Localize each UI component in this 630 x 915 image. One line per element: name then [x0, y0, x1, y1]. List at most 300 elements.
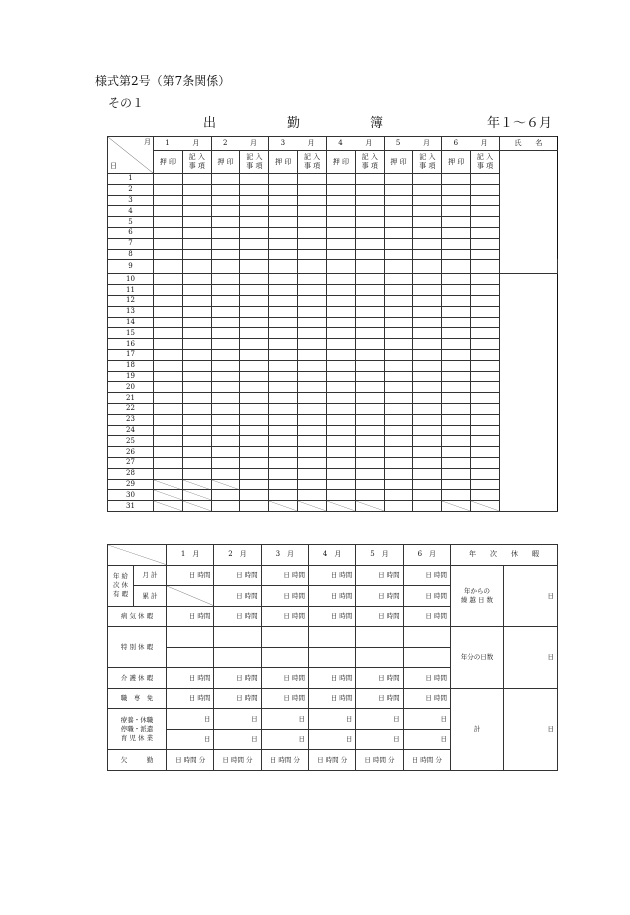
entry-cell[interactable]	[471, 217, 500, 228]
entry-cell[interactable]	[413, 436, 442, 447]
seal-cell[interactable]	[326, 468, 355, 479]
entry-cell[interactable]	[471, 382, 500, 393]
entry-cell[interactable]	[240, 425, 269, 436]
entry-cell[interactable]	[355, 260, 384, 274]
entry-cell[interactable]	[413, 260, 442, 274]
seal-cell[interactable]	[442, 457, 471, 468]
seal-cell[interactable]	[442, 393, 471, 404]
entry-cell[interactable]	[355, 371, 384, 382]
entry-cell[interactable]	[240, 382, 269, 393]
entry-cell[interactable]	[298, 217, 327, 228]
entry-cell[interactable]	[182, 249, 211, 260]
seal-cell[interactable]	[154, 371, 183, 382]
seal-cell[interactable]	[384, 306, 413, 317]
seal-cell[interactable]	[154, 328, 183, 339]
seal-cell[interactable]	[211, 328, 240, 339]
entry-cell[interactable]	[240, 295, 269, 306]
entry-cell[interactable]	[355, 425, 384, 436]
seal-cell[interactable]	[384, 349, 413, 360]
entry-cell[interactable]	[413, 328, 442, 339]
seal-cell[interactable]	[442, 174, 471, 185]
entry-cell[interactable]	[413, 184, 442, 195]
seal-cell[interactable]	[326, 457, 355, 468]
entry-cell[interactable]	[355, 457, 384, 468]
entry-cell[interactable]	[298, 468, 327, 479]
entry-cell[interactable]	[182, 274, 211, 285]
entry-cell[interactable]	[240, 195, 269, 206]
seal-cell[interactable]	[154, 206, 183, 217]
seal-cell[interactable]	[211, 317, 240, 328]
entry-cell[interactable]	[355, 295, 384, 306]
entry-cell[interactable]	[471, 206, 500, 217]
seal-cell[interactable]	[269, 436, 298, 447]
entry-cell[interactable]	[413, 195, 442, 206]
seal-cell[interactable]	[326, 425, 355, 436]
seal-cell[interactable]	[326, 360, 355, 371]
entry-cell[interactable]	[413, 501, 442, 512]
entry-cell[interactable]	[298, 382, 327, 393]
seal-cell[interactable]	[326, 414, 355, 425]
seal-cell[interactable]	[211, 371, 240, 382]
seal-cell[interactable]	[154, 447, 183, 458]
entry-cell[interactable]	[471, 260, 500, 274]
entry-cell[interactable]	[240, 501, 269, 512]
seal-cell[interactable]	[154, 306, 183, 317]
seal-cell[interactable]	[384, 457, 413, 468]
seal-cell[interactable]	[326, 260, 355, 274]
entry-cell[interactable]	[240, 184, 269, 195]
seal-cell[interactable]	[442, 285, 471, 296]
entry-cell[interactable]	[298, 328, 327, 339]
entry-cell[interactable]	[413, 393, 442, 404]
entry-cell[interactable]	[298, 447, 327, 458]
entry-cell[interactable]	[240, 238, 269, 249]
entry-cell[interactable]	[471, 468, 500, 479]
seal-cell[interactable]	[384, 195, 413, 206]
seal-cell[interactable]	[384, 260, 413, 274]
seal-cell[interactable]	[154, 285, 183, 296]
entry-cell[interactable]	[355, 414, 384, 425]
seal-cell[interactable]	[211, 217, 240, 228]
entry-cell[interactable]	[182, 206, 211, 217]
entry-cell[interactable]	[413, 349, 442, 360]
entry-cell[interactable]	[182, 339, 211, 350]
seal-cell[interactable]	[442, 447, 471, 458]
seal-cell[interactable]	[154, 295, 183, 306]
seal-cell[interactable]	[269, 174, 298, 185]
seal-cell[interactable]	[442, 217, 471, 228]
entry-cell[interactable]	[355, 249, 384, 260]
seal-cell[interactable]	[154, 274, 183, 285]
seal-cell[interactable]	[269, 249, 298, 260]
seal-cell[interactable]	[211, 501, 240, 512]
entry-cell[interactable]	[298, 295, 327, 306]
entry-cell[interactable]	[413, 206, 442, 217]
entry-cell[interactable]	[298, 227, 327, 238]
entry-cell[interactable]	[182, 238, 211, 249]
entry-cell[interactable]	[413, 306, 442, 317]
entry-cell[interactable]	[298, 371, 327, 382]
seal-cell[interactable]	[154, 414, 183, 425]
entry-cell[interactable]	[240, 260, 269, 274]
seal-cell[interactable]	[326, 217, 355, 228]
seal-cell[interactable]	[211, 206, 240, 217]
seal-cell[interactable]	[154, 238, 183, 249]
seal-cell[interactable]	[269, 339, 298, 350]
seal-cell[interactable]	[269, 295, 298, 306]
entry-cell[interactable]	[240, 436, 269, 447]
seal-cell[interactable]	[154, 339, 183, 350]
seal-cell[interactable]	[154, 425, 183, 436]
seal-cell[interactable]	[442, 317, 471, 328]
seal-cell[interactable]	[442, 339, 471, 350]
entry-cell[interactable]	[240, 328, 269, 339]
seal-cell[interactable]	[211, 490, 240, 501]
entry-cell[interactable]	[413, 382, 442, 393]
seal-cell[interactable]	[211, 468, 240, 479]
seal-cell[interactable]	[442, 249, 471, 260]
entry-cell[interactable]	[471, 238, 500, 249]
entry-cell[interactable]	[298, 306, 327, 317]
seal-cell[interactable]	[442, 468, 471, 479]
entry-cell[interactable]	[413, 447, 442, 458]
entry-cell[interactable]	[182, 184, 211, 195]
seal-cell[interactable]	[211, 238, 240, 249]
seal-cell[interactable]	[326, 479, 355, 490]
seal-cell[interactable]	[269, 360, 298, 371]
entry-cell[interactable]	[240, 490, 269, 501]
entry-cell[interactable]	[413, 360, 442, 371]
seal-cell[interactable]	[154, 260, 183, 274]
entry-cell[interactable]	[471, 285, 500, 296]
entry-cell[interactable]	[413, 425, 442, 436]
entry-cell[interactable]	[240, 479, 269, 490]
entry-cell[interactable]	[298, 490, 327, 501]
seal-cell[interactable]	[326, 195, 355, 206]
entry-cell[interactable]	[240, 317, 269, 328]
seal-cell[interactable]	[211, 447, 240, 458]
entry-cell[interactable]	[298, 339, 327, 350]
seal-cell[interactable]	[442, 306, 471, 317]
seal-cell[interactable]	[442, 479, 471, 490]
entry-cell[interactable]	[298, 414, 327, 425]
seal-cell[interactable]	[384, 295, 413, 306]
entry-cell[interactable]	[240, 174, 269, 185]
seal-cell[interactable]	[269, 317, 298, 328]
seal-cell[interactable]	[326, 403, 355, 414]
seal-cell[interactable]	[384, 274, 413, 285]
seal-cell[interactable]	[326, 447, 355, 458]
seal-cell[interactable]	[442, 274, 471, 285]
seal-cell[interactable]	[211, 425, 240, 436]
seal-cell[interactable]	[269, 349, 298, 360]
seal-cell[interactable]	[269, 403, 298, 414]
seal-cell[interactable]	[326, 285, 355, 296]
entry-cell[interactable]	[413, 317, 442, 328]
entry-cell[interactable]	[471, 457, 500, 468]
entry-cell[interactable]	[240, 468, 269, 479]
entry-cell[interactable]	[355, 382, 384, 393]
seal-cell[interactable]	[442, 184, 471, 195]
seal-cell[interactable]	[211, 339, 240, 350]
seal-cell[interactable]	[384, 249, 413, 260]
seal-cell[interactable]	[211, 285, 240, 296]
seal-cell[interactable]	[384, 436, 413, 447]
entry-cell[interactable]	[471, 371, 500, 382]
seal-cell[interactable]	[269, 382, 298, 393]
seal-cell[interactable]	[384, 174, 413, 185]
seal-cell[interactable]	[442, 206, 471, 217]
seal-cell[interactable]	[154, 195, 183, 206]
entry-cell[interactable]	[182, 285, 211, 296]
entry-cell[interactable]	[355, 184, 384, 195]
seal-cell[interactable]	[384, 238, 413, 249]
entry-cell[interactable]	[471, 274, 500, 285]
entry-cell[interactable]	[355, 403, 384, 414]
entry-cell[interactable]	[355, 238, 384, 249]
seal-cell[interactable]	[211, 403, 240, 414]
seal-cell[interactable]	[384, 403, 413, 414]
seal-cell[interactable]	[384, 382, 413, 393]
entry-cell[interactable]	[182, 260, 211, 274]
name-field[interactable]	[499, 151, 557, 274]
seal-cell[interactable]	[154, 349, 183, 360]
seal-cell[interactable]	[269, 479, 298, 490]
seal-cell[interactable]	[326, 206, 355, 217]
seal-cell[interactable]	[384, 339, 413, 350]
seal-cell[interactable]	[442, 238, 471, 249]
seal-cell[interactable]	[442, 295, 471, 306]
entry-cell[interactable]	[182, 425, 211, 436]
entry-cell[interactable]	[355, 468, 384, 479]
entry-cell[interactable]	[182, 349, 211, 360]
entry-cell[interactable]	[355, 195, 384, 206]
seal-cell[interactable]	[269, 285, 298, 296]
seal-cell[interactable]	[384, 393, 413, 404]
seal-cell[interactable]	[211, 260, 240, 274]
entry-cell[interactable]	[298, 317, 327, 328]
entry-cell[interactable]	[182, 403, 211, 414]
seal-cell[interactable]	[384, 371, 413, 382]
entry-cell[interactable]	[240, 403, 269, 414]
entry-cell[interactable]	[298, 206, 327, 217]
entry-cell[interactable]	[298, 457, 327, 468]
entry-cell[interactable]	[240, 371, 269, 382]
entry-cell[interactable]	[413, 403, 442, 414]
entry-cell[interactable]	[182, 195, 211, 206]
seal-cell[interactable]	[326, 371, 355, 382]
entry-cell[interactable]	[355, 393, 384, 404]
entry-cell[interactable]	[240, 360, 269, 371]
entry-cell[interactable]	[413, 295, 442, 306]
seal-cell[interactable]	[442, 260, 471, 274]
seal-cell[interactable]	[269, 217, 298, 228]
entry-cell[interactable]	[413, 490, 442, 501]
seal-cell[interactable]	[384, 447, 413, 458]
entry-cell[interactable]	[298, 436, 327, 447]
seal-cell[interactable]	[211, 436, 240, 447]
entry-cell[interactable]	[182, 295, 211, 306]
entry-cell[interactable]	[298, 403, 327, 414]
entry-cell[interactable]	[355, 285, 384, 296]
seal-cell[interactable]	[211, 249, 240, 260]
seal-cell[interactable]	[269, 306, 298, 317]
seal-cell[interactable]	[154, 382, 183, 393]
seal-cell[interactable]	[211, 184, 240, 195]
seal-cell[interactable]	[269, 468, 298, 479]
entry-cell[interactable]	[471, 195, 500, 206]
seal-cell[interactable]	[442, 403, 471, 414]
seal-cell[interactable]	[442, 349, 471, 360]
entry-cell[interactable]	[471, 184, 500, 195]
entry-cell[interactable]	[471, 490, 500, 501]
seal-cell[interactable]	[326, 317, 355, 328]
entry-cell[interactable]	[182, 174, 211, 185]
entry-cell[interactable]	[471, 447, 500, 458]
seal-cell[interactable]	[154, 360, 183, 371]
entry-cell[interactable]	[182, 217, 211, 228]
entry-cell[interactable]	[413, 339, 442, 350]
seal-cell[interactable]	[154, 317, 183, 328]
entry-cell[interactable]	[413, 468, 442, 479]
seal-cell[interactable]	[269, 425, 298, 436]
seal-cell[interactable]	[154, 227, 183, 238]
seal-cell[interactable]	[211, 227, 240, 238]
entry-cell[interactable]	[298, 285, 327, 296]
entry-cell[interactable]	[355, 217, 384, 228]
seal-cell[interactable]	[384, 285, 413, 296]
entry-cell[interactable]	[182, 457, 211, 468]
entry-cell[interactable]	[413, 217, 442, 228]
entry-cell[interactable]	[182, 436, 211, 447]
entry-cell[interactable]	[413, 479, 442, 490]
seal-cell[interactable]	[154, 174, 183, 185]
entry-cell[interactable]	[298, 195, 327, 206]
seal-cell[interactable]	[442, 436, 471, 447]
entry-cell[interactable]	[240, 285, 269, 296]
seal-cell[interactable]	[269, 206, 298, 217]
seal-cell[interactable]	[384, 206, 413, 217]
seal-cell[interactable]	[442, 360, 471, 371]
seal-cell[interactable]	[211, 174, 240, 185]
seal-cell[interactable]	[442, 328, 471, 339]
entry-cell[interactable]	[413, 227, 442, 238]
entry-cell[interactable]	[182, 393, 211, 404]
entry-cell[interactable]	[182, 447, 211, 458]
entry-cell[interactable]	[413, 414, 442, 425]
seal-cell[interactable]	[384, 425, 413, 436]
entry-cell[interactable]	[413, 285, 442, 296]
entry-cell[interactable]	[298, 249, 327, 260]
seal-cell[interactable]	[326, 306, 355, 317]
seal-cell[interactable]	[326, 393, 355, 404]
seal-cell[interactable]	[269, 274, 298, 285]
entry-cell[interactable]	[413, 371, 442, 382]
seal-cell[interactable]	[442, 227, 471, 238]
entry-cell[interactable]	[240, 227, 269, 238]
seal-cell[interactable]	[384, 479, 413, 490]
seal-cell[interactable]	[384, 217, 413, 228]
entry-cell[interactable]	[240, 339, 269, 350]
entry-cell[interactable]	[240, 206, 269, 217]
entry-cell[interactable]	[355, 349, 384, 360]
seal-cell[interactable]	[269, 393, 298, 404]
seal-cell[interactable]	[211, 457, 240, 468]
entry-cell[interactable]	[182, 227, 211, 238]
seal-cell[interactable]	[384, 184, 413, 195]
entry-cell[interactable]	[355, 317, 384, 328]
seal-cell[interactable]	[326, 184, 355, 195]
seal-cell[interactable]	[211, 306, 240, 317]
entry-cell[interactable]	[471, 360, 500, 371]
entry-cell[interactable]	[355, 436, 384, 447]
entry-cell[interactable]	[413, 174, 442, 185]
entry-cell[interactable]	[298, 174, 327, 185]
seal-cell[interactable]	[154, 393, 183, 404]
entry-cell[interactable]	[240, 393, 269, 404]
seal-cell[interactable]	[211, 295, 240, 306]
entry-cell[interactable]	[182, 414, 211, 425]
entry-cell[interactable]	[298, 425, 327, 436]
seal-cell[interactable]	[326, 227, 355, 238]
entry-cell[interactable]	[413, 274, 442, 285]
entry-cell[interactable]	[355, 447, 384, 458]
seal-cell[interactable]	[211, 274, 240, 285]
seal-cell[interactable]	[154, 184, 183, 195]
seal-cell[interactable]	[211, 195, 240, 206]
seal-cell[interactable]	[269, 238, 298, 249]
entry-cell[interactable]	[298, 184, 327, 195]
entry-cell[interactable]	[182, 382, 211, 393]
seal-cell[interactable]	[326, 328, 355, 339]
seal-cell[interactable]	[442, 382, 471, 393]
seal-cell[interactable]	[384, 227, 413, 238]
seal-cell[interactable]	[326, 295, 355, 306]
entry-cell[interactable]	[471, 425, 500, 436]
seal-cell[interactable]	[384, 414, 413, 425]
seal-cell[interactable]	[384, 317, 413, 328]
entry-cell[interactable]	[182, 306, 211, 317]
seal-cell[interactable]	[269, 328, 298, 339]
seal-cell[interactable]	[154, 468, 183, 479]
seal-cell[interactable]	[326, 249, 355, 260]
entry-cell[interactable]	[182, 468, 211, 479]
seal-cell[interactable]	[442, 371, 471, 382]
seal-cell[interactable]	[326, 238, 355, 249]
seal-cell[interactable]	[269, 227, 298, 238]
seal-cell[interactable]	[211, 414, 240, 425]
entry-cell[interactable]	[413, 249, 442, 260]
seal-cell[interactable]	[442, 195, 471, 206]
entry-cell[interactable]	[471, 295, 500, 306]
entry-cell[interactable]	[355, 339, 384, 350]
seal-cell[interactable]	[326, 339, 355, 350]
entry-cell[interactable]	[471, 349, 500, 360]
entry-cell[interactable]	[298, 360, 327, 371]
entry-cell[interactable]	[182, 360, 211, 371]
entry-cell[interactable]	[298, 274, 327, 285]
entry-cell[interactable]	[471, 339, 500, 350]
seal-cell[interactable]	[211, 393, 240, 404]
entry-cell[interactable]	[182, 328, 211, 339]
entry-cell[interactable]	[240, 457, 269, 468]
entry-cell[interactable]	[298, 479, 327, 490]
entry-cell[interactable]	[471, 317, 500, 328]
seal-cell[interactable]	[384, 360, 413, 371]
seal-cell[interactable]	[326, 382, 355, 393]
seal-cell[interactable]	[269, 447, 298, 458]
entry-cell[interactable]	[355, 306, 384, 317]
